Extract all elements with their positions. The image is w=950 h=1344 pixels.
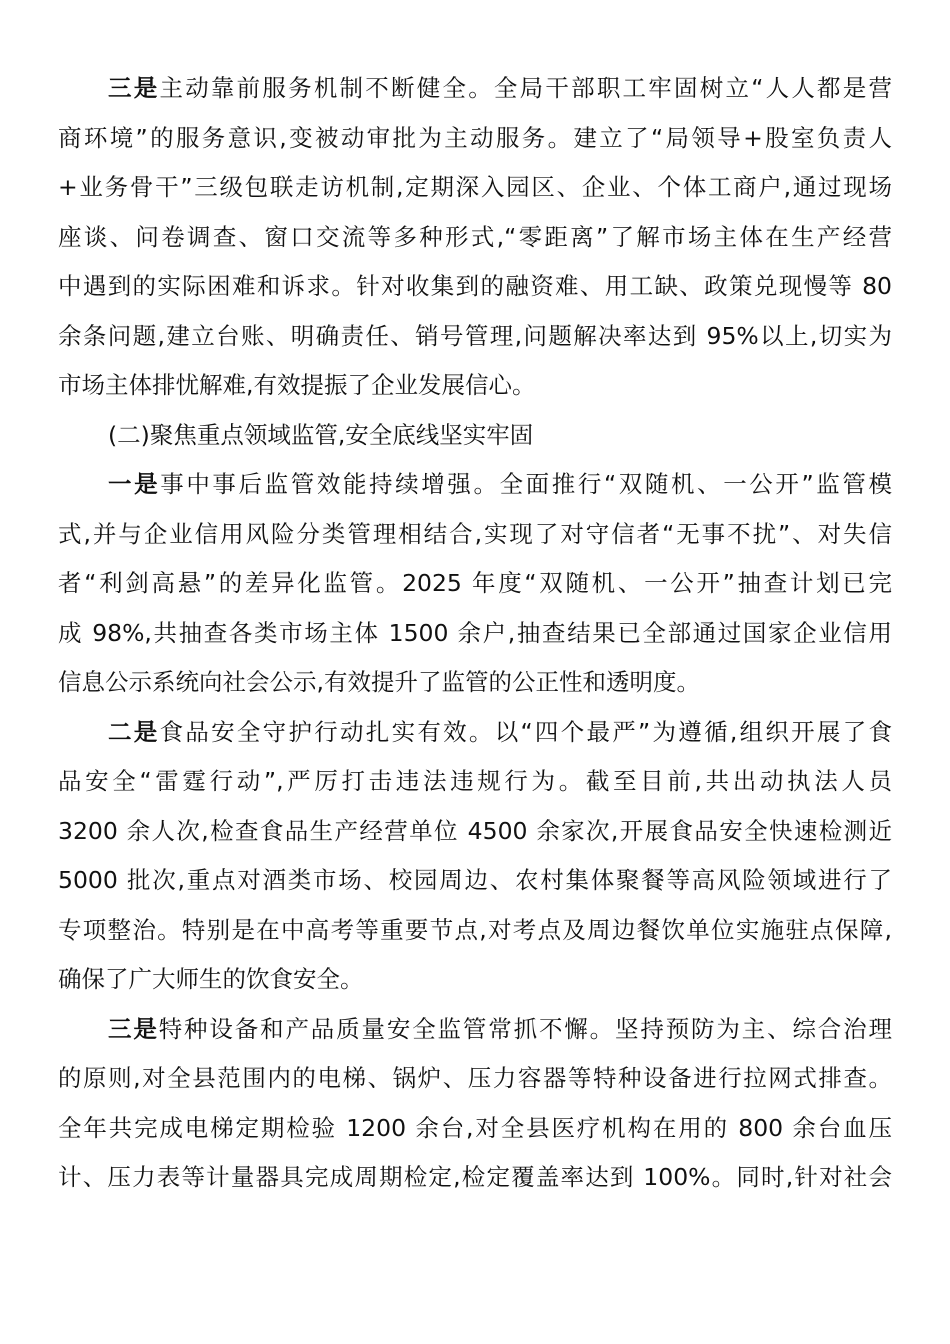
text-line: 座谈、问卷调查、窗口交流等多种形式,“零距离”了解市场主体在生产经营 [58, 222, 892, 251]
text-line: 计、压力表等计量器具完成周期检定,检定覆盖率达到 100%。同时,针对社会 [58, 1163, 892, 1191]
text-line: 确保了广大师生的饮食安全。 [58, 965, 364, 993]
text-line: 者“利剑高悬”的差异化监管。2025 年度“双随机、一公开”抽查计划已完 [58, 569, 892, 597]
text-line: 3200 余人次,检查食品生产经营单位 4500 余家次,开展食品安全快速检测近 [58, 816, 892, 845]
paragraph-food-safety [58, 708, 892, 1005]
text-line: 三是特种设备和产品质量安全监管常抓不懈。坚持预防为主、综合治理 [108, 1014, 893, 1043]
text-line: 一是事中事后监管效能持续增强。全面推行“双随机、一公开”监管模 [108, 470, 892, 498]
text-line: 三是主动靠前服务机制不断健全。全局干部职工牢固树立“人人都是营 [108, 74, 893, 102]
text-line: 专项整治。特别是在中高考等重要节点,对考点及周边餐饮单位实施驻点保障, [58, 915, 892, 944]
text-line: 5000 批次,重点对酒类市场、校园周边、农村集体聚餐等高风险领域进行了 [58, 866, 892, 894]
text-line: 商环境”的服务意识,变被动审批为主动服务。建立了“局领导+股室负责人 [58, 123, 892, 152]
text-line: 品安全“雷霆行动”,严厉打击违法违规行为。截至目前,共出动执法人员 [58, 767, 892, 795]
text-line: 市场主体排忧解难,有效提振了企业发展信心。 [58, 371, 536, 399]
paragraph-lead: 一是 [108, 470, 161, 498]
text-line: 余条问题,建立台账、明确责任、销号管理,问题解决率达到 95%以上,切实为 [58, 321, 892, 350]
text-line: 式,并与企业信用风险分类管理相结合,实现了对守信者“无事不扰”、对失信 [58, 519, 892, 548]
text-line: 信息公示系统向社会公示,有效提升了监管的公正性和透明度。 [58, 668, 700, 696]
heading-text: (二)聚焦重点领域监管,安全底线坚实牢固 [108, 420, 534, 449]
paragraph-special-equipment [58, 1005, 892, 1203]
paragraph-lead: 二是 [108, 717, 160, 746]
text-line: 二是食品安全守护行动扎实有效。以“四个最严”为遵循,组织开展了食 [108, 717, 892, 746]
text-line: 中遇到的实际困难和诉求。针对收集到的融资难、用工缺、政策兑现慢等 80 [58, 272, 892, 300]
text-line: 全年共完成电梯定期检验 1200 余台,对全县医疗机构在用的 800 余台血压 [58, 1113, 892, 1142]
text-line: 的原则,对全县范围内的电梯、锅炉、压力容器等特种设备进行拉网式排查。 [58, 1064, 892, 1092]
text-line: 成 98%,共抽查各类市场主体 1500 余户,抽查结果已全部通过国家企业信用 [58, 618, 892, 647]
text-line: +业务骨干”三级包联走访机制,定期深入园区、企业、个体工商户,通过现场 [58, 173, 892, 201]
paragraph-supervision [58, 460, 892, 708]
paragraph-lead: 三是 [108, 74, 160, 102]
section-heading [58, 411, 892, 461]
paragraph-service-mechanism [58, 64, 892, 411]
document-page [58, 64, 892, 1203]
paragraph-lead: 三是 [108, 1014, 159, 1043]
